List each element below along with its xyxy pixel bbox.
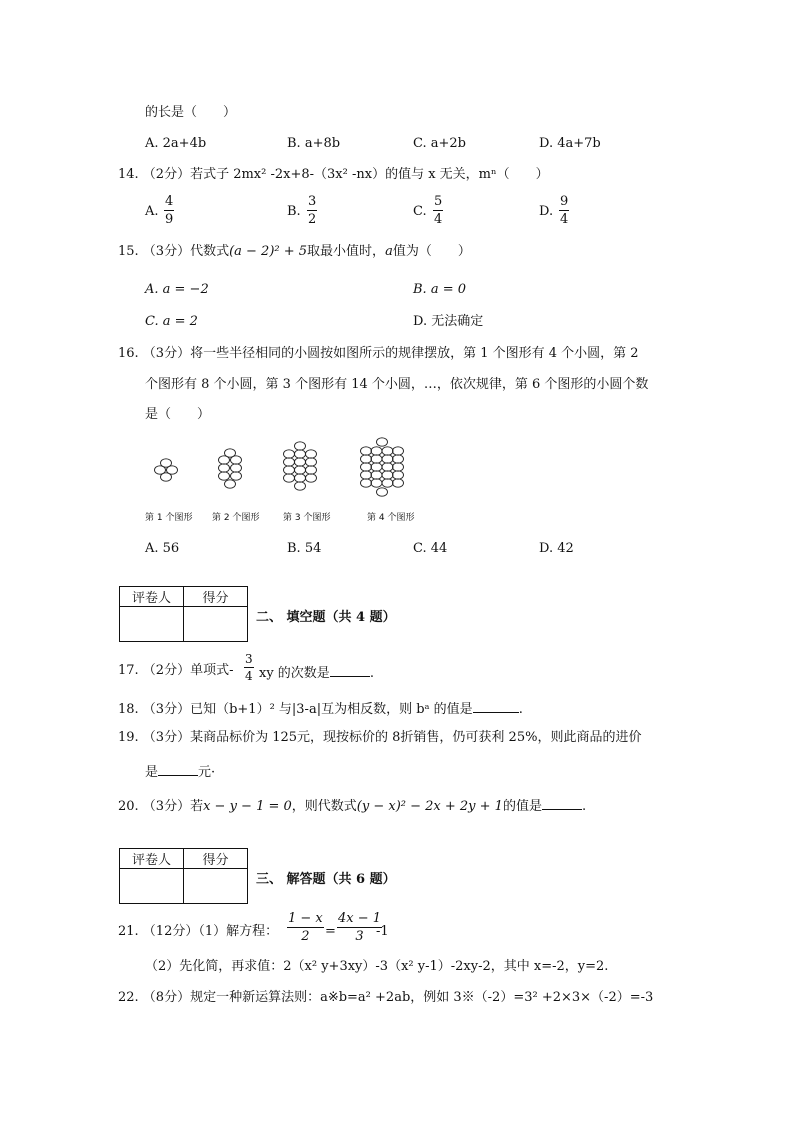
q13-option-b: B. a+8b <box>287 136 341 151</box>
q16-figure-label-2: 第 2 个图形 <box>212 513 260 523</box>
fig2-circle <box>231 456 242 464</box>
score-table-grader-cell <box>120 869 184 904</box>
q16-circle-pattern-figure <box>140 432 430 512</box>
fig4-circle <box>371 479 382 487</box>
q14-option-d-label: D. <box>539 204 554 219</box>
q17-stem: 17. （2分）单项式- <box>118 663 234 678</box>
fig4-circle <box>393 455 404 463</box>
q16-figure-label-1: 第 1 个图形 <box>145 513 193 523</box>
score-table-grader-header: 评卷人 <box>120 849 184 869</box>
fig4-circle <box>377 438 388 446</box>
q16-line-3: 是（ ） <box>145 407 211 422</box>
fig4-circle <box>393 463 404 471</box>
fig3-circle <box>284 458 295 466</box>
fig3-circle <box>284 474 295 482</box>
fig2-circle <box>231 472 242 480</box>
q17-fraction: $\frac{3}{4}$ <box>245 652 253 683</box>
q15-stem: 15. （3分）代数式(a − 2)² + 5取最小值时，a值为（ ） <box>118 244 471 259</box>
q16-line-2: 个图形有 8 个小圆，第 3 个图形有 14 个小圆，…，依次规律，第 6 个图形的小圆个数 <box>145 377 649 392</box>
fig3-circle <box>306 466 317 474</box>
q14-stem: 14. （2分）若式子 2mx² -2x+8-（3x² -nx）的值与 x 无关，mⁿ（ ） <box>118 167 549 182</box>
fig4-circle <box>361 447 372 455</box>
fig3-circle <box>306 450 317 458</box>
fig2-circle <box>219 472 230 480</box>
q15-option-c: C. a = 2 <box>145 314 198 329</box>
fig4-circle <box>361 455 372 463</box>
fig4-circle <box>393 479 404 487</box>
q14-option-c-fraction: $\frac{5}{4}$ <box>434 194 443 227</box>
fig3-circle <box>306 474 317 482</box>
q20-answer-blank[interactable] <box>542 797 582 810</box>
q13-option-a: A. 2a+4b <box>145 136 207 151</box>
fig4-circle <box>382 479 393 487</box>
fig4-circle <box>382 455 393 463</box>
q16-line-1: 16. （3分）将一些半径相同的小圆按如图所示的规律摆放，第 1 个图形有 4 个小圆，第 2 <box>118 346 639 361</box>
q19-line-2: 是 元· <box>145 765 216 780</box>
fig4-circle <box>371 447 382 455</box>
q15-option-b: B. a = 0 <box>413 282 466 297</box>
q20-stem: 20. （3分）若x − y − 1 = 0，则代数式(y − x)² − 2x + 2y + 1的值是 . <box>118 799 587 814</box>
q21-part-1-stem: 21. （12分）（1）解方程： <box>118 924 279 939</box>
score-table-score-header: 得分 <box>184 587 248 607</box>
fig3-circle <box>295 442 306 450</box>
q13-option-d: D. 4a+7b <box>539 136 601 151</box>
q15-option-a: A. a = −2 <box>145 282 209 297</box>
fig4-circle <box>361 479 372 487</box>
score-table-score-cell <box>184 607 248 642</box>
q13-option-c: C. a+2b <box>413 136 466 151</box>
fig3-circle <box>306 458 317 466</box>
fig2-circle <box>219 464 230 472</box>
fig4-circle <box>371 463 382 471</box>
q17-stem-tail: xy 的次数是 . <box>259 666 374 681</box>
q21-fraction-right: $\frac{4x - 1}{3}$ <box>338 911 382 944</box>
q21-fraction-left: $\frac{1 - x}{2}$ <box>288 911 323 944</box>
fig2-circle <box>225 480 236 488</box>
fig2-circle <box>231 464 242 472</box>
q14-option-d-fraction: $\frac{9}{4}$ <box>560 194 569 227</box>
score-table-score-header: 得分 <box>184 849 248 869</box>
score-table-section-2 <box>119 586 248 642</box>
fig3-circle <box>295 474 306 482</box>
q16-option-b: B. 54 <box>287 541 322 556</box>
fig4-circle <box>371 471 382 479</box>
q15-option-d: D. 无法确定 <box>413 314 484 329</box>
fig3-circle <box>284 466 295 474</box>
fig4-circle <box>382 471 393 479</box>
fig3-circle <box>295 450 306 458</box>
q21-part-2: （2）先化简，再求值：2（x² y+3xy）-3（x² y-1）-2xy-2，其中 x=-2，y=2. <box>145 959 609 974</box>
q14-option-c-label: C. <box>413 204 427 219</box>
q16-option-a: A. 56 <box>145 541 180 556</box>
fig2-circle <box>219 456 230 464</box>
section-2-title: 二、 填空题（共 4 题） <box>256 610 396 625</box>
q16-figure-label-3: 第 3 个图形 <box>283 513 331 523</box>
q14-option-a-fraction: $\frac{4}{9}$ <box>165 194 174 227</box>
q19-line-1: 19. （3分）某商品标价为 125元，现按标价的 8折销售，仍可获利 25%，则此商品的进价 <box>118 730 642 745</box>
q18-stem: 18. （3分）已知（b+1）² 与|3-a|互为相反数，则 bᵃ 的值是 . <box>118 702 523 717</box>
q16-option-c: C. 44 <box>413 541 448 556</box>
section-3-title: 三、 解答题（共 6 题） <box>256 872 396 887</box>
q19-answer-blank[interactable] <box>158 763 198 776</box>
q13-continuation: 的长是（ ） <box>145 105 237 120</box>
fig3-circle <box>295 482 306 490</box>
fig3-circle <box>295 458 306 466</box>
score-table-score-cell <box>184 869 248 904</box>
fig1-circle <box>161 473 172 481</box>
fig4-circle <box>382 463 393 471</box>
score-table-grader-cell <box>120 607 184 642</box>
fig4-circle <box>371 455 382 463</box>
q21-equals: = <box>325 924 336 939</box>
q22-stem: 22. （8分）规定一种新运算法则：a※b=a² +2ab，例如 3※（-2）=3² +2×3×（-2）=-3 <box>118 990 654 1005</box>
q14-option-b-fraction: $\frac{3}{2}$ <box>308 194 317 227</box>
score-table-grader-header: 评卷人 <box>120 587 184 607</box>
fig4-circle <box>393 471 404 479</box>
fig4-circle <box>382 447 393 455</box>
q21-tail: -1 <box>376 924 389 939</box>
score-table-section-3 <box>119 848 248 904</box>
q14-option-a-label: A. <box>145 204 159 219</box>
q18-answer-blank[interactable] <box>473 700 519 713</box>
q16-figure-label-4: 第 4 个图形 <box>367 513 415 523</box>
fig3-circle <box>284 450 295 458</box>
fig4-circle <box>361 471 372 479</box>
q16-option-d: D. 42 <box>539 541 574 556</box>
q17-answer-blank[interactable] <box>330 664 370 677</box>
fig4-circle <box>393 447 404 455</box>
fig4-circle <box>377 488 388 496</box>
fig4-circle <box>361 463 372 471</box>
q14-option-b-label: B. <box>287 204 301 219</box>
fig3-circle <box>295 466 306 474</box>
